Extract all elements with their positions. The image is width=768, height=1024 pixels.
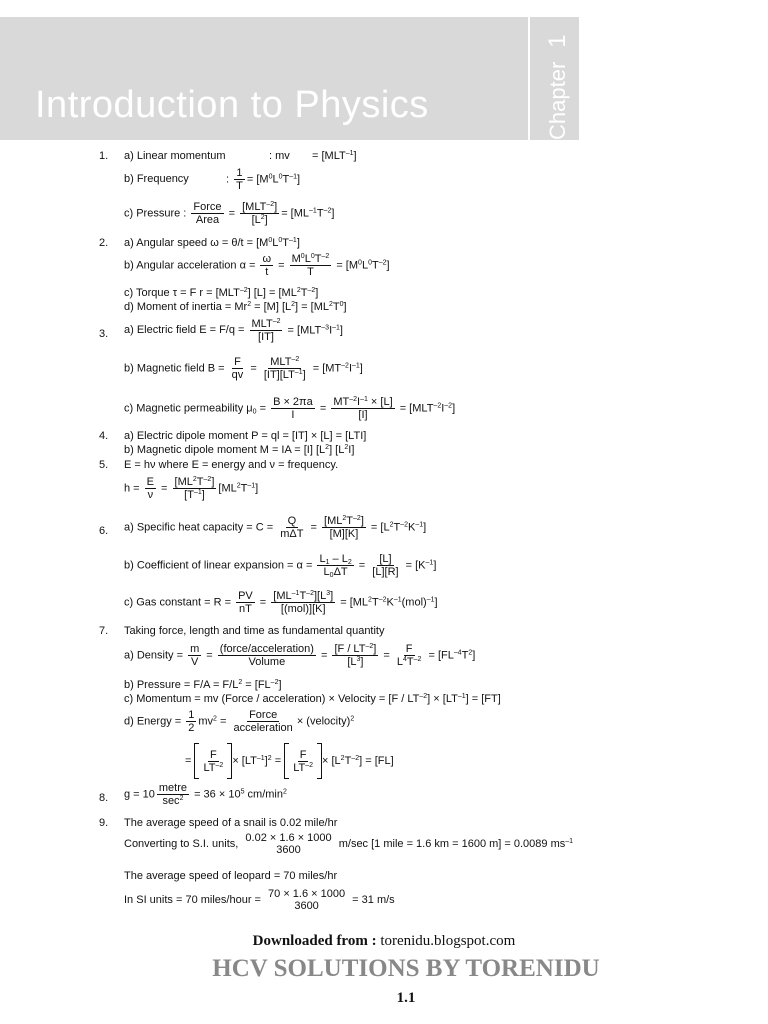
page-number: 1.1 <box>396 990 416 1006</box>
q3b-label: b) Magnetic field B = <box>124 362 225 375</box>
q1b-expr: : $\frac{1}{T}$ = $[M^0L^0T^{-1}]$ <box>226 167 301 192</box>
q1a-result: = $[MLT^{-1}]$ <box>312 150 357 162</box>
q1a-mv: : mv <box>269 150 290 162</box>
q2c-text: c) Torque τ = F r = [MLT <box>124 287 240 299</box>
q1c-label: c) Pressure : <box>124 207 187 220</box>
q7d-label: d) Energy = <box>124 715 182 728</box>
q6c-line: c) Gas constant = R = $\frac{PV}{nT}$ = $\frac{[ML^{-1}T^{-2}][L^3]}{\text{[(mol)][K]}}$ = $[ML^2T^{-2}K^{-1}(mol)^{-1}]$ <box>124 590 438 615</box>
q9-line2-label: Converting to S.I. units, <box>124 837 239 850</box>
q9-line2: Converting to S.I. units, 0.02 × 1.6 × 1000 3600 m/sec [1 mile = 1.6 km = 1600 m] = 0.0089 $ms^{-1}$ <box>124 832 574 856</box>
download-label: Downloaded from : <box>252 933 377 949</box>
item-number: 8. <box>99 792 109 804</box>
item-number: 1. <box>99 150 109 162</box>
q6b-line: b) Coefficient of linear expansion = α = $\frac{L_1 - L_2}{L_0\Delta T}$ = $\frac{[L]}{[L][R]}$ = $[K^{-1}]$ <box>124 553 437 579</box>
q1a-label: a) Linear momentum <box>124 150 226 162</box>
header-divider <box>528 17 530 140</box>
item-number: 9. <box>99 817 109 829</box>
chapter-number: 1 <box>544 34 571 48</box>
q7-intro: Taking force, length and time as fundamental quantity <box>124 625 385 637</box>
q5a-line: E = hν where E = energy and ν = frequency. <box>124 459 339 471</box>
q3c-line: c) Magnetic permeability $\mu_0$ = $\frac{B \times 2\pi a}{I}$ = $\frac{MT^{-2}I^{-1} \times [L]}{[I]}$ = $[MLT^{-2}I^{-2}]$ <box>124 396 456 421</box>
item-number: 4. <box>99 430 109 442</box>
q7b-line: b) Pressure = $F/A = F/L^2 = [FL^{-2}]$ <box>124 679 282 691</box>
q3a-line: a) Electric field E = F/q = $\frac{MLT^{-2}}{[IT]}$ = $[MLT^{-3}I^{-1}]$ <box>124 318 343 343</box>
item-number: 6. <box>99 525 109 537</box>
chapter-label <box>540 17 576 140</box>
q9-line2-rest: m/sec [1 mile = 1.6 km = 1600 m] = 0.0089 ms <box>338 837 566 850</box>
q1b-line <box>124 167 301 192</box>
q2b-line: b) Angular acceleration α = $\frac{\omega}{t}$ = $\frac{M^0L^0T^{-2}}{T}$ = $[M^0L^0T^{-2}]$ <box>124 253 390 278</box>
q6a-label: a) Specific heat capacity = C = <box>124 521 274 534</box>
page-title: Introduction to Physics <box>35 84 429 126</box>
q9-line4-rest: = 31 m/s <box>352 893 395 906</box>
q6a-line: a) Specific heat capacity = C = $\frac{Q}{\text{mΔT}}$ = $\frac{[ML^2T^{-2}]}{[M][K]}$ = $[L^2T^{-2}K^{-1}]$ <box>124 515 427 540</box>
q7c-line: c) Momentum = mv (Force / acceleration) × Velocity = $[F / LT^{-2}] \times [LT^{-1}] = [FT]$ <box>124 693 501 705</box>
q9-line4: In SI units = 70 miles/hour = 70 × 1.6 × 1000 3600 = 31 m/s <box>124 888 395 912</box>
q3b-line: b) Magnetic field B = $\frac{F}{qv}$ = $\frac{MLT^{-2}}{[IT][LT^{-1}]}$ = $[MT^{-2}I^{-1}]$ <box>124 356 363 381</box>
q1b-label: b) Frequency <box>124 173 189 185</box>
q7b-text: b) Pressure = F/A = F/L <box>124 679 239 691</box>
q7d-line2: = $\frac{F}{LT^{-2}}$ × $[LT^{-1}]^2$ = $\frac{F}{LT^{-2}}$ × $[L^2T^{-2}] = [FL]$ <box>185 743 394 779</box>
q2d-line: d) Moment of inertia = $Mr^2 = [M] [L^2] = [ML^2T^0]$ <box>124 301 347 313</box>
q9-line4-label: In SI units = 70 miles/hour = <box>124 893 261 906</box>
q4a-line: a) Electric dipole moment P = ql = [IT] × [L] = [LTI] <box>124 430 367 442</box>
brand-watermark: HCV SOLUTIONS BY TORENIDU <box>212 955 600 982</box>
q7d-line: d) Energy = $\frac{1}{2}$ $mv^2$ = $\frac{\text{Force}}{\text{acceleration}}$ × (velocity)$^2$ <box>124 709 355 734</box>
q7c-text: c) Momentum = mv (Force / acceleration) × Velocity = [F / LT <box>124 693 420 705</box>
download-source <box>0 933 768 950</box>
q1c-line: c) Pressure : $\frac{\text{Force}}{\text{Area}}$ = $\frac{[MLT^{-2}]}{[L^2]}$ = $[ML^{-1}T^{-2}]$ <box>124 201 335 226</box>
q5b-line: h = $\frac{E}{\nu}$ = $\frac{[ML^2T^{-2}]}{[T^{-1}]}$ $[ML^2T^{-1}]$ <box>124 476 259 501</box>
q2d-text: d) Moment of inertia = Mr <box>124 301 248 313</box>
q1a-result-text: = [MLT <box>312 150 346 162</box>
q3c-label: c) Magnetic permeability μ <box>124 402 253 415</box>
download-site[interactable]: torenidu.blogspot.com <box>380 933 516 949</box>
q9-line1: The average speed of a snail is 0.02 mile/hr <box>124 817 338 829</box>
q3a-label: a) Electric field E = F/q = <box>124 324 245 337</box>
q4b-text: b) Magnetic dipole moment M = IA = [I] [L <box>124 444 326 456</box>
q9-line3: The average speed of leopard = 70 miles/hr <box>124 870 338 882</box>
q7a-label: a) Density = <box>124 649 183 662</box>
item-number: 7. <box>99 625 109 637</box>
q2c-line: c) Torque τ = F $r = [MLT^{-2}] [L] = [ML^2T^{-2}]$ <box>124 287 319 299</box>
q1a-line <box>124 150 357 163</box>
q2b-label: b) Angular acceleration α = <box>124 259 256 272</box>
q6b-label: b) Coefficient of linear expansion = α = <box>124 559 313 572</box>
q8-line: g = 10 $\frac{\text{metre}}{\sec^2}$ = $36 \times 10^5$ $cm/\min^2$ <box>124 782 287 807</box>
q4b-line: b) Magnetic dipole moment M = IA = [I] $[L^2]$ $[L^2I]$ <box>124 444 355 456</box>
item-number: 2. <box>99 237 109 249</box>
q7a-line: a) Density = $\frac{m}{V}$ = $\frac{\text{(force/acceleration)}}{\text{Volume}}$ = $\frac{[F / LT^{-2}]}{[L^3]}$ = $\frac{F}{L^4T^{-2}}$ = $[FL^{-4}T^2]$ <box>124 643 476 668</box>
q2a-text: a) Angular speed ω = θ/t = [M <box>124 237 269 249</box>
q2a-line: a) Angular speed $\omega = \theta/t = [M^0L^0T^{-1}]$ <box>124 237 300 249</box>
item-number: 3. <box>99 328 109 340</box>
item-number: 5. <box>99 459 109 471</box>
q6c-label: c) Gas constant = R = <box>124 596 231 609</box>
chapter-word: Chapter <box>545 61 570 140</box>
